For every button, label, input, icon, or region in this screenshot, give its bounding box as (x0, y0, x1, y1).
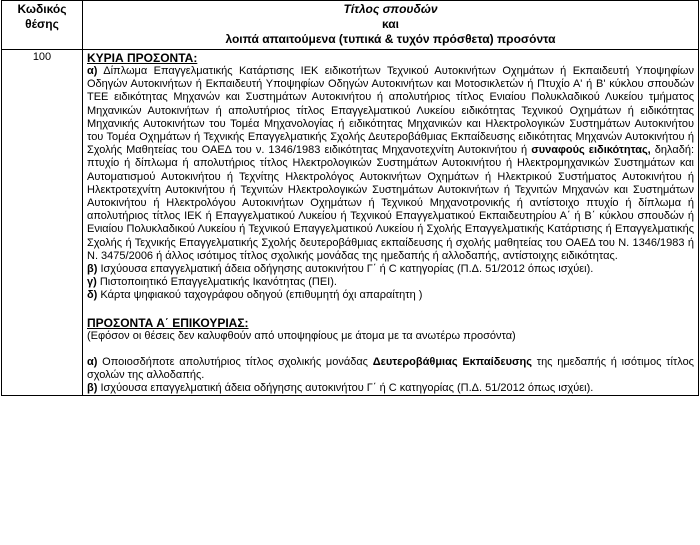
auxiliary-a-bold: Δευτεροβάθμιας Εκπαίδευσης (372, 355, 532, 368)
table-row (2, 50, 699, 396)
title-header-line3: λοιπά απαιτούμενα (τυπικά & τυχόν πρόσθετα) προσόντα (225, 32, 556, 46)
auxiliary-qualification-a (87, 356, 694, 382)
title-header-line1: Τίτλος σπουδών (343, 2, 438, 16)
qualification-c (87, 276, 694, 289)
qualification-a-bold: συναφούς ειδικότητας, (531, 144, 651, 157)
qualification-b (87, 263, 694, 276)
spacer (87, 303, 694, 316)
qualification-c-text: Πιστοποιητικό Επαγγελματικής Ικανότητας (ΠΕΙ). (99, 276, 337, 289)
header-row (2, 1, 699, 50)
spacer (87, 343, 694, 356)
qualification-d (87, 289, 694, 302)
qualification-a-text2: δηλαδή: πτυχίο ή δίπλωμα ή απολυτήριος τίτλος Ηλεκτρολογικών Συστημάτων Αυτοκινήτου ή Ηλεκτρομηχανικών Συστημάτων και Αυτοματισμού Αυτοκινήτου ή Τεχνίτης Ηλεκτρολόγος Αυτοκινήτων Οχημάτων ή Ηλεκτρικού Συστήματος Αυτοκινήτου ή Ηλεκτροτεχνίτη Αυτοκινήτου ή Τεχνιτών Ηλεκτρολογικών Συστημάτων Αυτοκινήτων ή Τεχνιτών Μηχανών και Συστημάτων Αυτοκινήτου ή Ηλεκτρολόγου Αυτοκινήτων Οχημάτων ή Τεχνικού Μηχανοτρονικής ή αντίστοιχο πτυχίο ή δίπλωμα ή απολυτήριος τίτλος ΙΕΚ ή Επαγγελματικού Λυκείου ή Τεχνικού Επαγγελματικού Εκπαιδευτηρίου Α΄ ή Β΄ κύκλου σπουδών ή Ενιαίου Πολυκλαδικού Λυκείου ή Τεχνικού Επαγγελματικού Λυκείου ή Σχολής Επαγγελματικής Κατάρτισης ή Επαγγελματικής Σχολής ή Τεχνικής Επαγγελματικής Σχολής δευτεροβάθμιας εκπαίδευσης ή σχολής μαθητείας του ΟΑΕΔ του Ν. 1346/1983 ή Ν. 3475/2006 ή άλλος ισότιμος τίτλος σχολικής μονάδας της ημεδαπής ή αλλοδαπής, αντίστοιχης ειδικότητας. (87, 144, 695, 262)
qualification-a (87, 65, 694, 263)
qualification-b-text: Ισχύουσα επαγγελματική άδεια οδήγησης αυτοκινήτου Γ΄ ή C κατηγορίας (Π.Δ. 51/2012 όπως ισχύει). (100, 263, 594, 276)
auxiliary-b-label: β) (87, 382, 98, 395)
auxiliary-a-label: α) (87, 355, 98, 368)
qualification-d-text: Κάρτα ψηφιακού ταχογράφου οδηγού (επιθυμητή όχι απαραίτητη ) (100, 289, 423, 302)
code-header-line1: Κωδικός (17, 2, 67, 16)
qualification-c-label: γ) (87, 276, 97, 289)
position-code: 100 (2, 50, 83, 396)
title-column-header (83, 1, 699, 50)
auxiliary-qualifications-title: ΠΡΟΣΟΝΤΑ Α΄ ΕΠΙΚΟΥΡΙΑΣ: (87, 315, 249, 330)
auxiliary-note: (Εφόσον οι θέσεις δεν καλυφθούν από υποψηφίους με άτομα με τα ανωτέρω προσόντα) (87, 329, 516, 342)
qualification-a-text1: Δίπλωμα Επαγγελματικής Κατάρτισης ΙΕΚ ειδικοτήτων Τεχνικού Αυτοκινήτων Οχημάτων ή Εκπαιδευτή Υποψηφίων Οδηγών Αυτοκινήτων ή Εκπαιδευτή Υποψηφίων Οδηγών Αυτοκινήτων και Μοτοσικλετών ή Πτυχίο Α' ή Β' κύκλου σπουδών ΤΕΕ ειδικότητας Μηχανών και Συστημάτων Αυτοκινήτου ή απολυτήριος τίτλος Ενιαίου Πολυκλαδικού Λυκείου τμήματος Μηχανικών Αυτοκινήτων ή απολυτήριος τίτλος Επαγγελματικού Λυκείου ειδικότητας Τεχνικού Οχημάτων ή ειδικότητας Μηχανικής Αυτοκινήτων του Τομέα Μηχανολογίας ή ειδικότητας Μηχανικών και Ηλεκτρολογικών Συστημάτων Αυτοκινήτου του Τομέα Οχημάτων ή Τεχνικής Επαγγελματικής Σχολής Δευτεροβάθμιας Εκπαίδευσης ειδικότητας Μηχανών Αυτοκινήτου ή Σχολής Μαθητείας του ΟΑΕΔ του ν. 1346/1983 ειδικότητας Μηχανοτεχνίτη Αυτοκινήτου ή (87, 65, 694, 157)
auxiliary-a-text1: Οποιοσδήποτε απολυτήριος τίτλος σχολικής μονάδας (102, 355, 368, 368)
qualifications-table (1, 0, 699, 396)
code-header-line2: θέσης (25, 17, 59, 31)
qualification-a-label: α) (87, 65, 98, 77)
qualifications-cell (83, 50, 699, 396)
qualification-d-label: δ) (87, 289, 98, 302)
code-column-header (2, 1, 83, 50)
qualification-b-label: β) (87, 263, 98, 276)
auxiliary-b-text: Ισχύουσα επαγγελματική άδεια οδήγησης αυτοκινήτου Γ΄ ή C κατηγορίας (Π.Δ. 51/2012 όπως ισχύει). (100, 382, 594, 395)
main-qualifications-title: ΚΥΡΙΑ ΠΡΟΣΟΝΤΑ: (87, 51, 198, 65)
auxiliary-qualification-b (87, 382, 694, 395)
auxiliary-a-text2: της ημεδαπής ή ισότιμος τίτλος σχολών της αλλοδαπής. (87, 355, 694, 382)
title-header-line2: και (381, 17, 399, 31)
